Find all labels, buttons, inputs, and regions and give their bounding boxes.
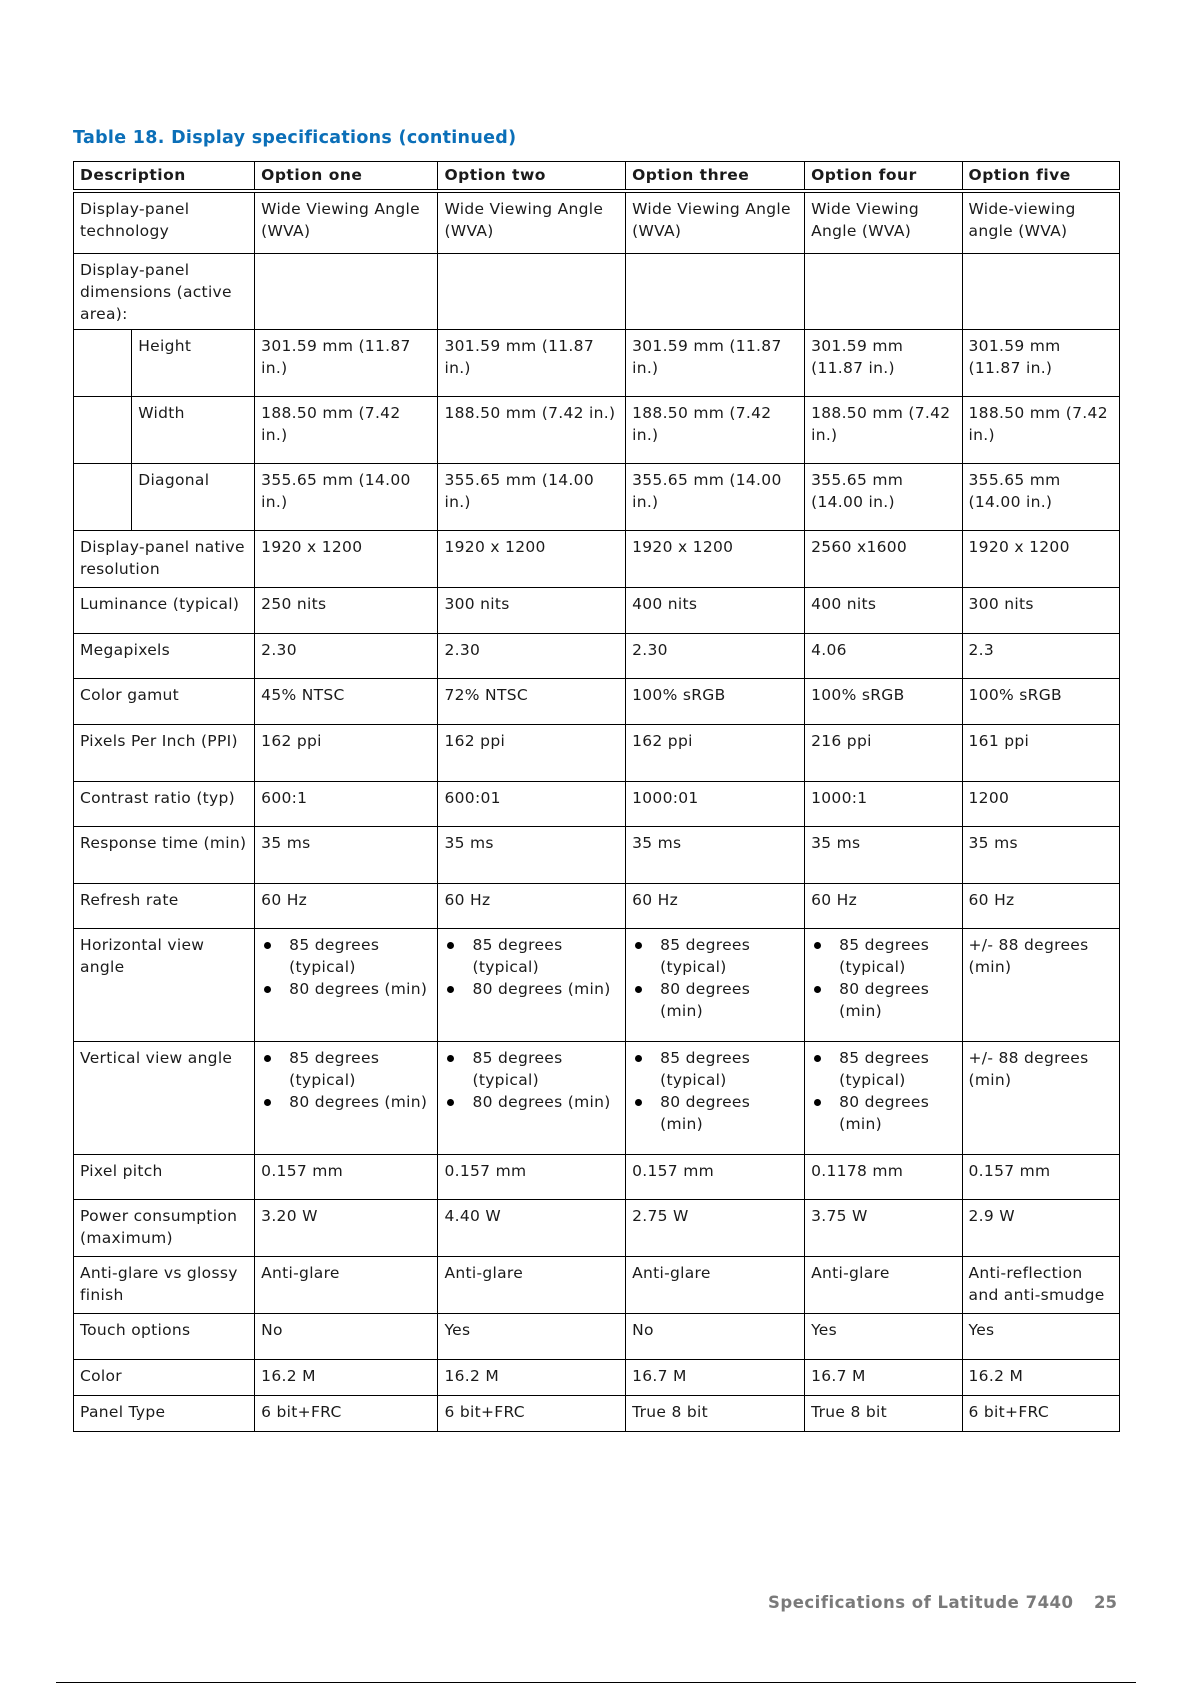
row-pixel-pitch [74,1154,1120,1199]
list-item: 80 degrees (min) [444,978,619,1000]
cell-option-five: 2.3 [962,633,1119,678]
cell-option-two: 6 bit+FRC [438,1395,626,1431]
cell-option-two: 600:01 [438,781,626,826]
cell-option-four: Anti-glare [805,1256,962,1313]
row-label: Vertical view angle [74,1041,255,1154]
cell-option-four: 355.65 mm (14.00 in.) [805,463,962,530]
cell-option-three: 1920 x 1200 [626,530,805,587]
indent-cell [74,463,132,530]
cell-option-two: 35 ms [438,826,626,883]
list-item: 80 degrees (min) [261,1091,431,1113]
row-label: Horizontal view angle [74,928,255,1041]
row-label: Luminance (typical) [74,587,255,633]
cell-option-one: 600:1 [255,781,438,826]
cell-option-five: Anti-reflection and anti-smudge [962,1256,1119,1313]
row-label: Display-panel native resolution [74,530,255,587]
cell-option-one: No [255,1313,438,1359]
bullet-list [811,934,955,1022]
row-color [74,1359,1120,1395]
row-contrast-ratio [74,781,1120,826]
cell-option-four: 301.59 mm (11.87 in.) [805,329,962,396]
row-label: Anti-glare vs glossy finish [74,1256,255,1313]
list-item: 85 degrees (typical) [261,934,431,978]
row-panel-type [74,1395,1120,1431]
cell-option-three: 301.59 mm (11.87 in.) [626,329,805,396]
cell-option-five: 1200 [962,781,1119,826]
list-item: 80 degrees (min) [444,1091,619,1113]
bullet-list [261,934,431,1000]
cell-option-one: 35 ms [255,826,438,883]
cell-option-two: Yes [438,1313,626,1359]
row-label: Display-panel dimensions (active area): [74,253,255,329]
cell-option-five: +/- 88 degrees (min) [962,1041,1119,1154]
cell-option-three: 16.7 M [626,1359,805,1395]
cell-option-five: +/- 88 degrees (min) [962,928,1119,1041]
header-option-four: Option four [805,162,962,192]
cell-option-one: 45% NTSC [255,678,438,724]
list-item: 85 degrees (typical) [811,934,955,978]
cell-option-four: Yes [805,1313,962,1359]
row-response-time [74,826,1120,883]
cell-option-two: 301.59 mm (11.87 in.) [438,329,626,396]
cell-option-five: 2.9 W [962,1199,1119,1256]
row-finish [74,1256,1120,1313]
list-item: 80 degrees (min) [811,978,955,1022]
cell-option-one: 6 bit+FRC [255,1395,438,1431]
cell-option-three: Wide Viewing Angle (WVA) [626,191,805,253]
row-label: Display-panel technology [74,191,255,253]
cell-option-four: 16.7 M [805,1359,962,1395]
cell-option-three: 2.75 W [626,1199,805,1256]
cell-option-one: 162 ppi [255,724,438,781]
cell-option-four: True 8 bit [805,1395,962,1431]
cell-option-four: 2560 x1600 [805,530,962,587]
cell-option-two: 4.40 W [438,1199,626,1256]
header-option-five: Option five [962,162,1119,192]
cell-option-one [255,1041,438,1154]
header-option-one: Option one [255,162,438,192]
cell-option-one: Wide Viewing Angle (WVA) [255,191,438,253]
cell-option-five: 355.65 mm (14.00 in.) [962,463,1119,530]
cell-option-one: 60 Hz [255,883,438,928]
list-item: 85 degrees (typical) [632,1047,798,1091]
table-caption: Table 18. Display specifications (continued) [73,128,517,148]
cell-option-four: 216 ppi [805,724,962,781]
indent-cell [74,329,132,396]
row-label: Pixels Per Inch (PPI) [74,724,255,781]
cell-option-two: 188.50 mm (7.42 in.) [438,396,626,463]
cell-option-three: No [626,1313,805,1359]
cell-option-one: Anti-glare [255,1256,438,1313]
cell-option-three: Anti-glare [626,1256,805,1313]
row-label: Pixel pitch [74,1154,255,1199]
cell-option-five: 6 bit+FRC [962,1395,1119,1431]
cell-option-three [626,253,805,329]
cell-option-two: 16.2 M [438,1359,626,1395]
cell-option-four [805,928,962,1041]
row-label: Panel Type [74,1395,255,1431]
row-luminance [74,587,1120,633]
row-horizontal-view-angle [74,928,1120,1041]
cell-option-three: 0.157 mm [626,1154,805,1199]
bullet-list [811,1047,955,1135]
row-diagonal [74,463,1120,530]
row-width [74,396,1120,463]
row-panel-dimensions [74,253,1120,329]
footer-document-title: Specifications of Latitude 7440 [768,1593,1074,1612]
list-item: 85 degrees (typical) [444,934,619,978]
header-description: Description [74,162,255,192]
list-item: 85 degrees (typical) [632,934,798,978]
cell-option-three: 35 ms [626,826,805,883]
cell-option-two: 355.65 mm (14.00 in.) [438,463,626,530]
cell-option-five: 16.2 M [962,1359,1119,1395]
cell-option-four: 3.75 W [805,1199,962,1256]
cell-option-five: 161 ppi [962,724,1119,781]
cell-option-one: 16.2 M [255,1359,438,1395]
cell-option-five: 300 nits [962,587,1119,633]
list-item: 80 degrees (min) [811,1091,955,1135]
cell-option-five: 188.50 mm (7.42 in.) [962,396,1119,463]
cell-option-five: 35 ms [962,826,1119,883]
row-label: Megapixels [74,633,255,678]
bullet-list [444,934,619,1000]
cell-option-four: 188.50 mm (7.42 in.) [805,396,962,463]
cell-option-three: 162 ppi [626,724,805,781]
list-item: 85 degrees (typical) [444,1047,619,1091]
row-label: Color [74,1359,255,1395]
cell-option-two: 300 nits [438,587,626,633]
row-label: Width [132,396,255,463]
cell-option-three [626,928,805,1041]
indent-cell [74,396,132,463]
cell-option-three: True 8 bit [626,1395,805,1431]
list-item: 85 degrees (typical) [811,1047,955,1091]
cell-option-three: 60 Hz [626,883,805,928]
cell-option-three [626,1041,805,1154]
cell-option-five: 301.59 mm (11.87 in.) [962,329,1119,396]
cell-option-four [805,1041,962,1154]
cell-option-one: 355.65 mm (14.00 in.) [255,463,438,530]
cell-option-two [438,928,626,1041]
row-pixels-per-inch [74,724,1120,781]
cell-option-four: 0.1178 mm [805,1154,962,1199]
cell-option-four: 400 nits [805,587,962,633]
cell-option-one: 301.59 mm (11.87 in.) [255,329,438,396]
cell-option-two: 2.30 [438,633,626,678]
row-label: Refresh rate [74,883,255,928]
cell-option-one: 0.157 mm [255,1154,438,1199]
row-label: Response time (min) [74,826,255,883]
cell-option-four: Wide Viewing Angle (WVA) [805,191,962,253]
cell-option-two: 1920 x 1200 [438,530,626,587]
list-item: 80 degrees (min) [632,1091,798,1135]
cell-option-one [255,253,438,329]
cell-option-two: Wide Viewing Angle (WVA) [438,191,626,253]
row-label: Color gamut [74,678,255,724]
cell-option-one: 188.50 mm (7.42 in.) [255,396,438,463]
bullet-list [261,1047,431,1113]
cell-option-one: 3.20 W [255,1199,438,1256]
list-item: 80 degrees (min) [632,978,798,1022]
cell-option-three: 355.65 mm (14.00 in.) [626,463,805,530]
cell-option-three: 2.30 [626,633,805,678]
row-label: Touch options [74,1313,255,1359]
cell-option-five: 100% sRGB [962,678,1119,724]
cell-option-two [438,253,626,329]
header-option-two: Option two [438,162,626,192]
cell-option-three: 100% sRGB [626,678,805,724]
row-refresh-rate [74,883,1120,928]
cell-option-two: Anti-glare [438,1256,626,1313]
header-option-three: Option three [626,162,805,192]
row-native-resolution [74,530,1120,587]
footer-divider [56,1682,1136,1683]
bullet-list [632,934,798,1022]
row-height [74,329,1120,396]
cell-option-five: 0.157 mm [962,1154,1119,1199]
row-vertical-view-angle [74,1041,1120,1154]
row-megapixels [74,633,1120,678]
cell-option-two: 72% NTSC [438,678,626,724]
bullet-list [632,1047,798,1135]
row-label: Height [132,329,255,396]
cell-option-two [438,1041,626,1154]
display-specifications-table [73,161,1120,1432]
cell-option-two: 60 Hz [438,883,626,928]
list-item: 80 degrees (min) [261,978,431,1000]
cell-option-one: 250 nits [255,587,438,633]
row-color-gamut [74,678,1120,724]
cell-option-two: 0.157 mm [438,1154,626,1199]
cell-option-four [805,253,962,329]
cell-option-five [962,253,1119,329]
row-label: Contrast ratio (typ) [74,781,255,826]
cell-option-four: 35 ms [805,826,962,883]
row-touch-options [74,1313,1120,1359]
row-label: Diagonal [132,463,255,530]
cell-option-five: 1920 x 1200 [962,530,1119,587]
cell-option-four: 4.06 [805,633,962,678]
bullet-list [444,1047,619,1113]
cell-option-three: 188.50 mm (7.42 in.) [626,396,805,463]
cell-option-one: 2.30 [255,633,438,678]
cell-option-five: Yes [962,1313,1119,1359]
cell-option-four: 60 Hz [805,883,962,928]
cell-option-four: 100% sRGB [805,678,962,724]
row-panel-technology [74,191,1120,253]
cell-option-one [255,928,438,1041]
cell-option-five: Wide-viewing angle (WVA) [962,191,1119,253]
row-power-consumption [74,1199,1120,1256]
cell-option-five: 60 Hz [962,883,1119,928]
cell-option-three: 1000:01 [626,781,805,826]
cell-option-four: 1000:1 [805,781,962,826]
page-number: 25 [1094,1593,1117,1612]
cell-option-one: 1920 x 1200 [255,530,438,587]
table-header-row [74,162,1120,192]
row-label: Power consumption (maximum) [74,1199,255,1256]
cell-option-three: 400 nits [626,587,805,633]
list-item: 85 degrees (typical) [261,1047,431,1091]
cell-option-two: 162 ppi [438,724,626,781]
